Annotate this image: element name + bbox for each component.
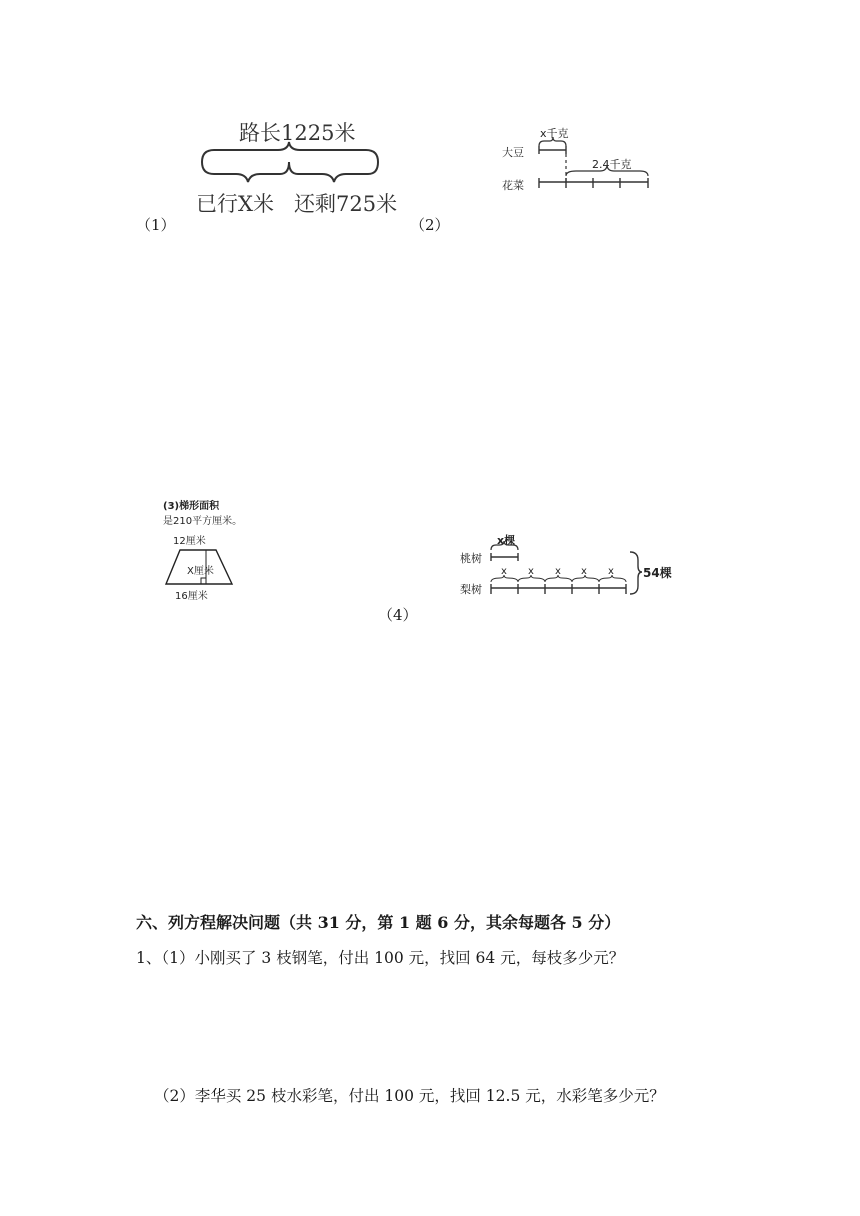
figure-2-caption: （2）	[410, 216, 450, 234]
figure-4-segment-label: x	[528, 566, 534, 577]
figure-3-title-line2: 是210平方厘米。	[163, 516, 243, 527]
figure-4-row2-label: 梨树	[460, 583, 482, 596]
figure-1-caption: （1）	[136, 216, 176, 234]
figure-1-left-label: 已行X米	[196, 192, 274, 216]
figure-2-diff-label: 2.4千克	[592, 158, 632, 171]
figure-2-x-label: x千克	[540, 127, 569, 140]
figure-4-segment-label: x	[501, 566, 507, 577]
figure-3-title-line1: (3)梯形面积	[163, 501, 220, 512]
section-title: 六、列方程解决问题（共 31 分，第 1 题 6 分，其余每题各 5 分）	[136, 913, 621, 932]
figure-1-right-label: 还剩725米	[294, 192, 398, 216]
figure-2-row1-label: 大豆	[502, 146, 524, 159]
question-1-2: （2）李华买 25 枝水彩笔，付出 100 元，找回 12.5 元，水彩笔多少元？	[154, 1087, 665, 1105]
figure-3-top-label: 12厘米	[173, 536, 206, 547]
figure-4-caption: （4）	[378, 606, 418, 624]
figure-4-x-label: x棵	[497, 534, 516, 547]
figure-2-row2-label: 花菜	[502, 179, 524, 192]
figure-4-total-label: 54棵	[643, 566, 672, 580]
figure-3-height-label: X厘米	[187, 566, 214, 577]
figure-4-segment-label: x	[581, 566, 587, 577]
figure-4-segment-label: x	[608, 566, 614, 577]
figure-1-total-label: 路长1225米	[239, 121, 356, 145]
figure-3-bottom-label: 16厘米	[175, 591, 208, 602]
question-1-1: 1、（1）小刚买了 3 枝钢笔，付出 100 元，找回 64 元，每枝多少元？	[136, 949, 625, 967]
figure-4-row1-label: 桃树	[460, 552, 482, 565]
figure-4-segment-label: x	[555, 566, 561, 577]
